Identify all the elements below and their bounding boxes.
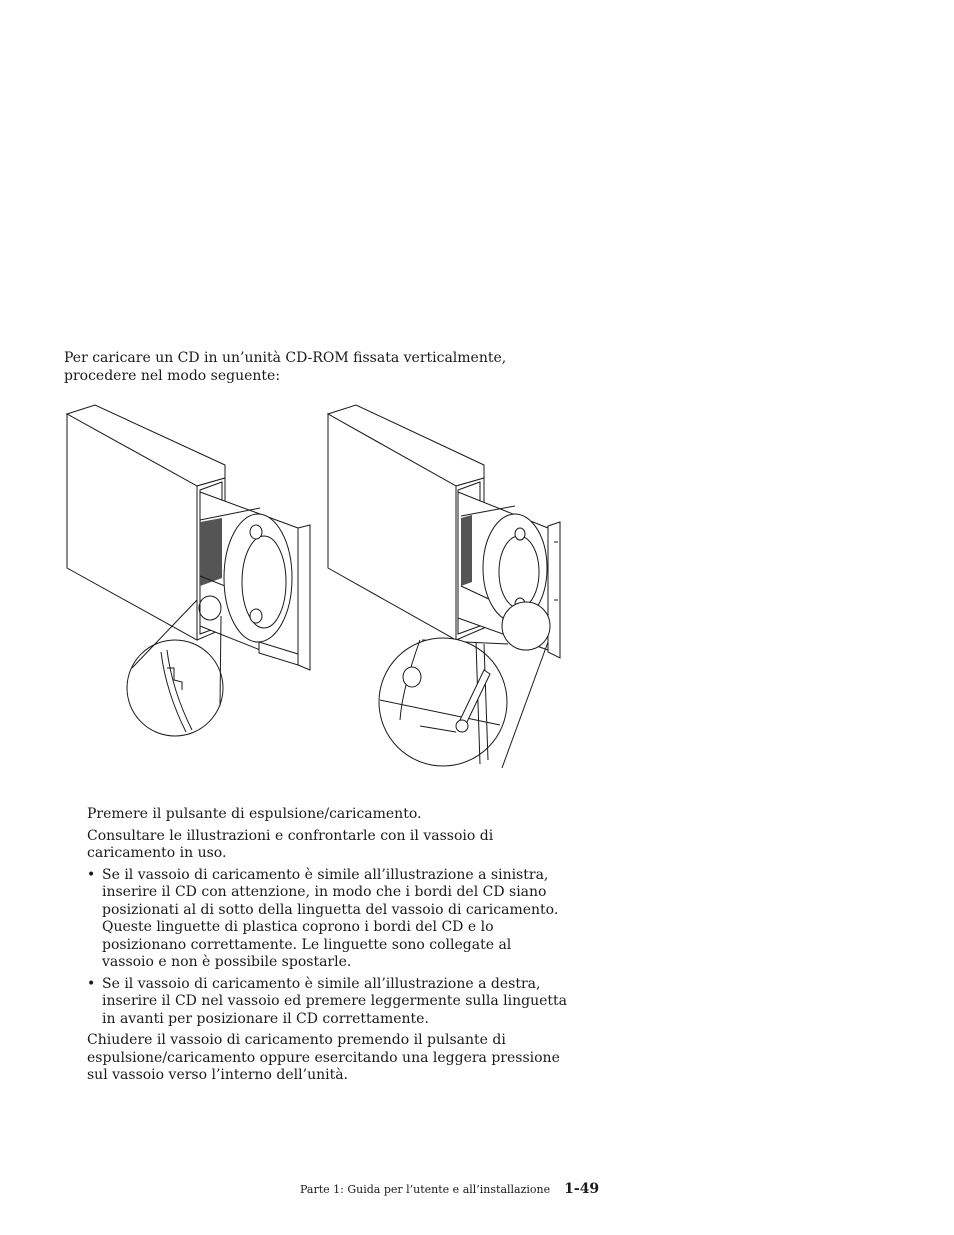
bullet-glyph: • [87, 975, 96, 992]
step-3: Chiudere il vassoio di caricamento premendo il pulsante di espulsione/caricamento oppure esercitando una leggera pressione sul vassoio verso l’interno dell’unità. [87, 1032, 560, 1083]
footer-text: Parte 1: Guida per l’utente e all’installazione [300, 1183, 551, 1196]
step-1: Premere il pulsante di espulsione/caricamento. [87, 806, 422, 822]
step-2: Consultare le illustrazioni e confrontarle con il vassoio di caricamento in uso. [87, 827, 494, 861]
bullet-left-tray-text: Se il vassoio di caricamento è simile all’illustrazione a sinistra, inserire il CD con attenzione, in modo che i bordi del CD siano posizionati al di sotto della linguetta del vassoio di caricamento. Queste linguette di plastica coprono i bordi del CD e lo posizionano correttamente. Le linguette sono collegate al vassoio e non è possibile spostarle. [102, 866, 559, 970]
bullet-glyph: • [87, 866, 96, 883]
instructions [87, 806, 567, 1089]
cd-tray-drawing [60, 400, 570, 772]
bullet-left-tray [87, 867, 567, 972]
bullet-right-tray [87, 976, 567, 1029]
left-drive [67, 405, 310, 736]
tray-type-list [87, 867, 567, 1029]
bullet-right-tray-text: Se il vassoio di caricamento è simile all’illustrazione a destra, inserire il CD nel vassoio ed premere leggermente sulla linguetta in avanti per posizionare il CD correttamente. [102, 975, 568, 1027]
right-drive [328, 405, 560, 768]
page-footer [300, 1181, 600, 1197]
intro-paragraph: Per caricare un CD in un’unità CD-ROM fissata verticalmente, procedere nel modo seguente: [64, 350, 507, 384]
page-number: 1-49 [564, 1181, 600, 1197]
cd-tray-illustration [60, 400, 570, 772]
